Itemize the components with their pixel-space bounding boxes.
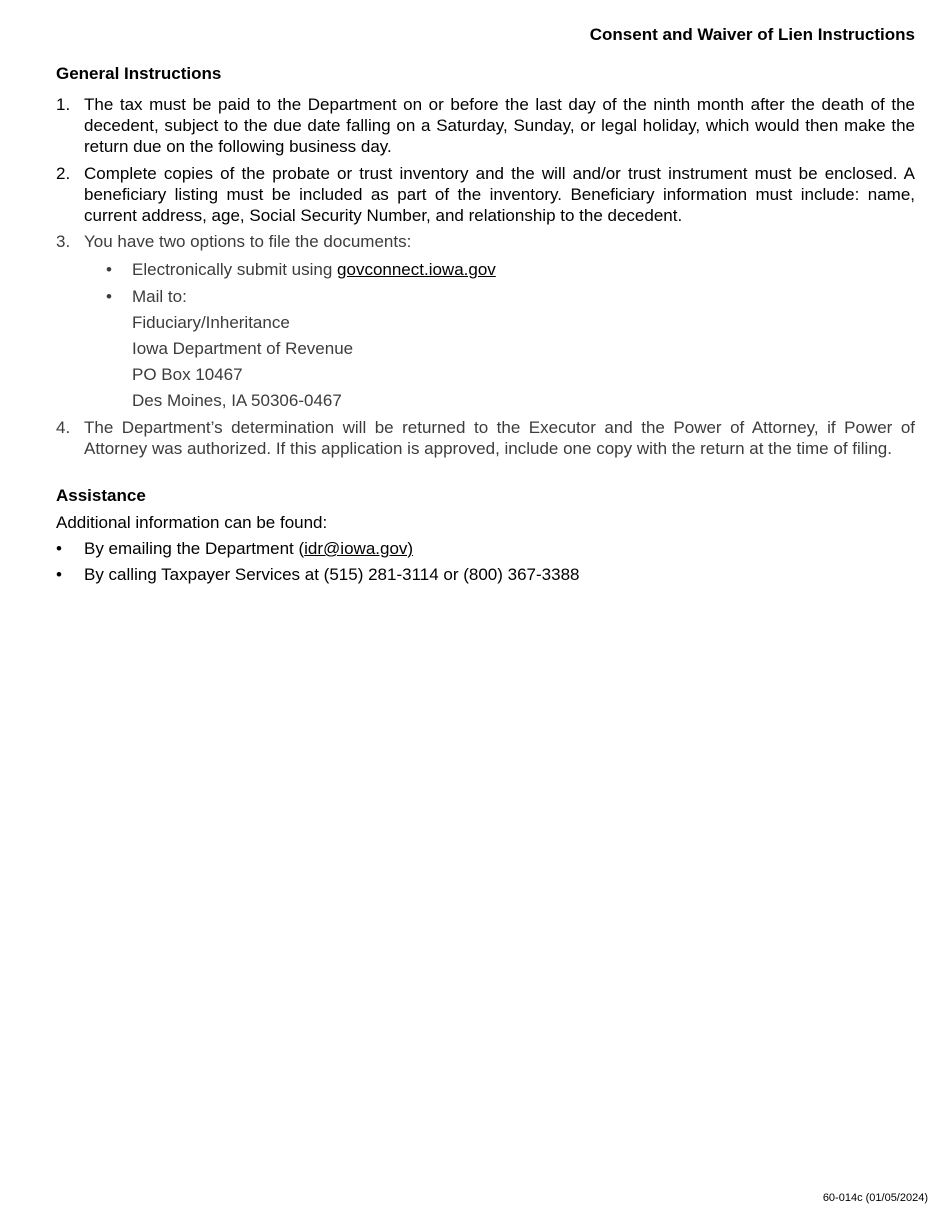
item-number: 4. (56, 418, 71, 437)
item-number: 2. (56, 164, 71, 183)
instruction-item-1 (56, 94, 915, 157)
assistance-heading: Assistance (56, 486, 146, 505)
bullet: • (56, 539, 62, 558)
govconnect-link[interactable]: govconnect.iowa.gov (337, 260, 496, 279)
item-number: 3. (56, 232, 71, 251)
address-line-1: Fiduciary/Inheritance (132, 313, 290, 332)
instruction-item-4 (56, 417, 915, 459)
address-line-3: PO Box 10467 (132, 365, 243, 384)
item-number: 1. (56, 95, 71, 114)
bullet: • (106, 260, 112, 279)
email-prefix: By emailing the Department ( (84, 539, 305, 558)
bullet: • (106, 287, 112, 306)
option-electronic-text (132, 259, 496, 280)
bullet: • (56, 565, 62, 584)
email-link[interactable]: idr@iowa.gov) (304, 539, 414, 558)
item-text: You have two options to file the documents: (84, 232, 412, 251)
mail-label: Mail to: (132, 287, 187, 306)
item-text: The tax must be paid to the Department on or before the last day of the ninth month after the death of the decedent, subject to the due date falling on a Saturday, Sunday, or legal holiday, which would then make the return due on the following business day. (84, 95, 915, 156)
general-instructions-heading: General Instructions (56, 64, 222, 83)
assistance-email-text (84, 538, 413, 559)
instruction-item-2 (56, 163, 915, 226)
form-id: 60-014c (01/05/2024) (822, 1192, 928, 1204)
instruction-item-3 (56, 231, 915, 252)
item-text: Complete copies of the probate or trust inventory and the will and/or trust instrument must be enclosed. A beneficiary listing must be included as part of the inventory. Beneficiary information must include: name, current address, age, Social Security Number, and relationship to the decedent. (84, 164, 915, 225)
assistance-phone-text: By calling Taxpayer Services at (515) 281-3114 or (800) 367-3388 (84, 565, 580, 584)
electronic-prefix: Electronically submit using (132, 260, 338, 279)
address-line-2: Iowa Department of Revenue (132, 339, 354, 358)
assistance-intro: Additional information can be found: (56, 513, 328, 532)
document-title: Consent and Waiver of Lien Instructions (589, 25, 915, 44)
item-text: The Department’s determination will be returned to the Executor and the Power of Attorney, if Power of Attorney was authorized. If this application is approved, include one copy with the return at the time of filing. (84, 418, 915, 458)
address-line-4: Des Moines, IA 50306-0467 (132, 391, 342, 410)
